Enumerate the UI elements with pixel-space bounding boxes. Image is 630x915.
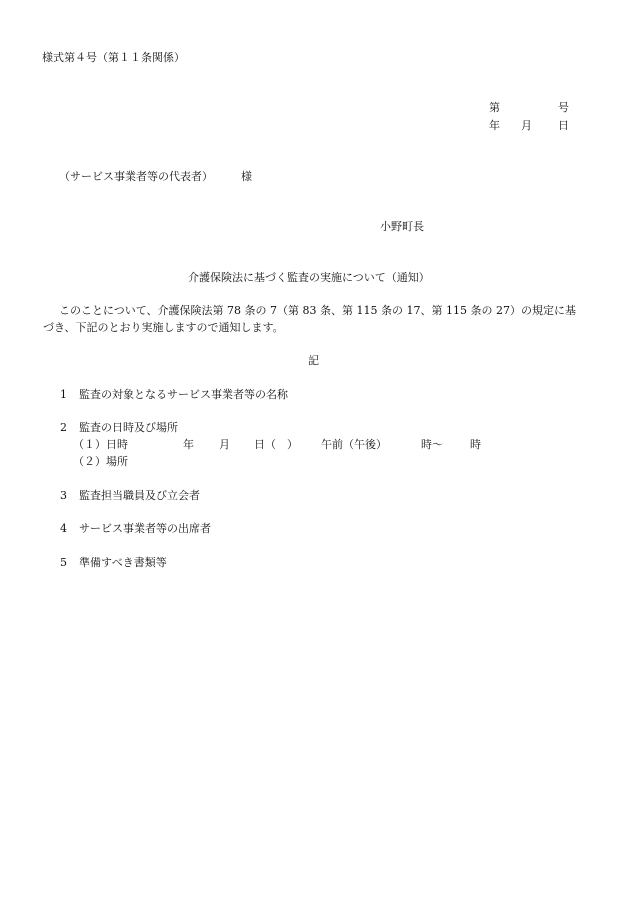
item-number: 2 — [60, 421, 67, 434]
item-text: 準備すべき書類等 — [79, 556, 167, 569]
datetime-to-hour: 時 — [470, 438, 481, 451]
item-number: 3 — [60, 489, 67, 502]
item-number: 5 — [60, 556, 67, 569]
body-line-2: づき、下記のとおり実施しますので通知します。 — [43, 321, 284, 334]
datetime-ampm: 午前（午後） — [321, 438, 387, 451]
item-text: 監査の日時及び場所 — [79, 421, 178, 434]
sender: 小野町長 — [380, 220, 424, 233]
item-number: 4 — [60, 522, 67, 535]
datetime-day: 日（ ） — [254, 438, 298, 451]
datetime-year: 年 — [183, 438, 194, 451]
doc-number-prefix: 第 — [489, 101, 500, 114]
ki-label: 記 — [308, 354, 319, 367]
form-label: 様式第４号（第１１条関係） — [42, 51, 185, 64]
place-label: （２）場所 — [73, 455, 128, 468]
datetime-month: 月 — [219, 438, 230, 451]
datetime-label: （１）日時 — [73, 438, 128, 451]
date-year: 年 — [489, 119, 500, 132]
date-day: 日 — [558, 119, 569, 132]
date-month: 月 — [521, 119, 532, 132]
body-line-1: このことについて、介護保険法第 78 条の 7（第 83 条、第 115 条の 17、第 115 条の 27）の規定に基 — [59, 304, 576, 317]
addressee-name: （サービス事業者等の代表者） — [59, 170, 213, 183]
item-text: 監査担当職員及び立会者 — [79, 489, 200, 502]
datetime-from-hour: 時～ — [421, 438, 443, 451]
item-text: サービス事業者等の出席者 — [79, 522, 211, 535]
document-title: 介護保険法に基づく監査の実施について（通知） — [188, 271, 430, 284]
addressee-honorific: 様 — [241, 170, 252, 183]
doc-number-suffix: 号 — [558, 101, 569, 114]
item-number: 1 — [60, 388, 67, 401]
item-text: 監査の対象となるサービス事業者等の名称 — [79, 388, 288, 401]
